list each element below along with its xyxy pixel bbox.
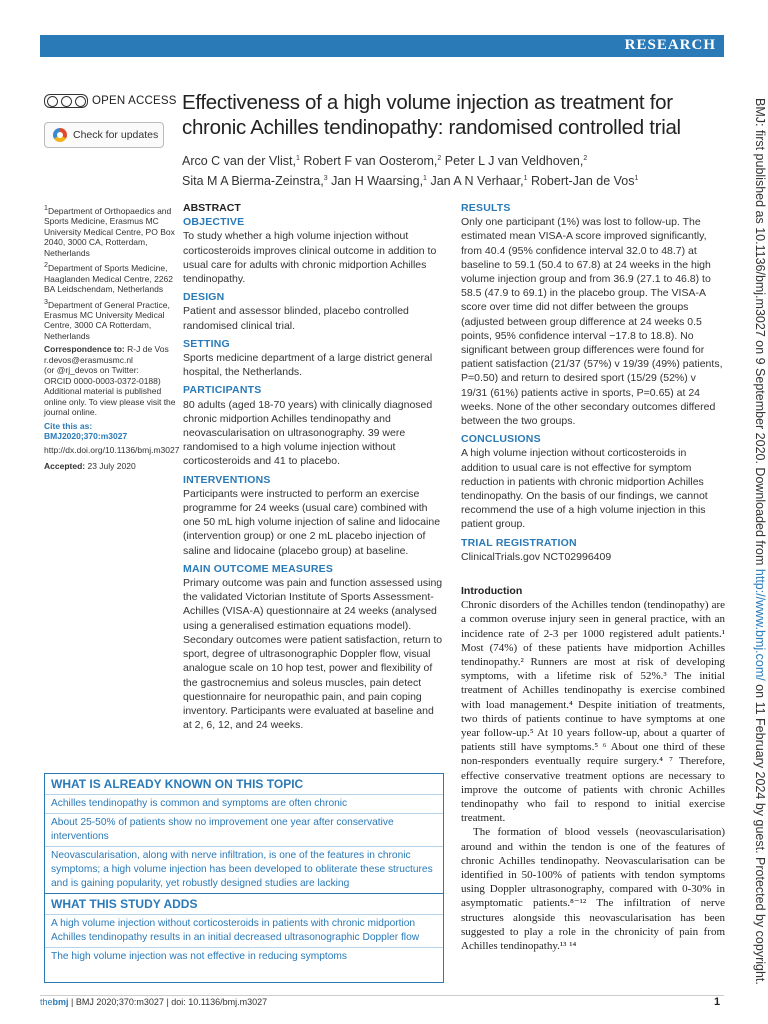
author[interactable]: Jan A N Verhaar, <box>430 174 524 189</box>
conclusions-text: A high volume injection without corticosteroids in addition to usual care is not effective for symptom reduction in patients with chronic midportion Achilles tendinopathy. On the basis of our findings, we cannot recommend the use of a high volume injection in this patient group. <box>461 447 708 531</box>
journal-logo-the: the <box>40 997 53 1007</box>
nc-circle-icon <box>75 96 86 107</box>
author[interactable]: Peter L J van Veldhoven, <box>444 154 584 169</box>
design-heading: DESIGN <box>183 291 225 304</box>
adds-item: The high volume injection was not effective in reducing symptoms <box>45 947 443 966</box>
cc-circle-icon <box>47 96 58 107</box>
intro-paragraph-2: The formation of blood vessels (neovascularisation) around and within the tendon is one of the features of chronic Achilles tendinopathy. Neovascularisation can be identified in 50-100% of patients with tendon symptoms using Doppler ultrasonography, compared with 0-30% in asymptomatic patients.⁸⁻¹² The infiltration of nerve structures alongside this neovascularisation has been suggested to play a role in the chronicity of pain from Achilles tendinopathy.¹³ ¹⁴ <box>461 826 725 953</box>
objective-text: To study whether a high volume injection without corticosteroids improves clinical outcome in addition to usual care for adults with chronic midportion Achilles tendinopathy. <box>183 230 437 286</box>
by-circle-icon <box>61 96 72 107</box>
affiliation-2: $^2$Department of Sports Medicine, Haaglanden Medical Centre, 2262 BA Leidschendam, Netherlands <box>44 261 174 295</box>
page-footer <box>40 997 267 1007</box>
footer-divider <box>40 995 724 996</box>
check-for-updates-label: Check for updates <box>73 129 159 141</box>
interventions-text: Participants were instructed to perform an exercise programme for 24 weeks (usual care) combined with one 50 mL high volume injection of saline and lidocaine (intervention group) or one 2 mL placebo injection of saline and lidocaine (placebo group) at baseline. <box>183 487 441 557</box>
correspondence: Correspondence to: R-J de Vos <box>44 344 169 355</box>
crossmark-icon <box>53 128 67 142</box>
participants-text: 80 adults (aged 18-70 years) with clinically diagnosed chronic midportion Achilles tendinopathy and neovascularisation on ultrasonography. 39 were randomised to a high volume injection without corticosteroids and 41 to placebo. <box>183 398 433 468</box>
intro-paragraph-1: Chronic disorders of the Achilles tendon (tendinopathy) are a common overuse injury seen in general practice, with an incidence rate of 2-3 per 1000 registered adult patients.¹ Most (74%) of these patients have midportion Achilles tendinopathy.² Runners are most at risk of developing symptoms, with a lifetime risk of 52%.³ The initial treatment of Achilles tendinopathy is exercise combined with load management.⁴ Despite initiation of treatments, two thirds of patients continue to have symptoms at one year follow-up.⁵ At 10 years follow-up, about a quarter of patients still have symptoms.⁵ ⁶ About one third of these non-responders eventually require surgery.⁴ ⁷ Therefore, effective conservative treatment options are necessary to improve the outcome of patients with chronic Achilles tendinopathy who fail to respond to initial exercise treatment. <box>461 599 725 825</box>
objective-heading: OBJECTIVE <box>183 216 245 229</box>
affiliations <box>44 203 180 472</box>
accepted-date: Accepted: 23 July 2020 <box>44 461 136 472</box>
affiliation-3: $^3$Department of General Practice, Erasmus MC University Medical Centre, 3000 CA Rotterdam, Netherlands <box>44 297 170 341</box>
introduction-section <box>461 584 725 953</box>
section-label: RESEARCH <box>624 37 716 53</box>
check-for-updates-button[interactable] <box>44 122 164 148</box>
copyright-margin-note <box>746 98 768 985</box>
adds-item: A high volume injection without corticosteroids in patients with chronic midportion Achilles tendinopathy results in an initial decreased ultrasonographic Doppler flow <box>45 914 443 947</box>
journal-logo-bmj: bmj <box>52 997 69 1007</box>
additional-material-note: Additional material is published online only. To view please visit the journal online. <box>44 386 176 418</box>
open-access-label: OPEN ACCESS <box>92 95 177 107</box>
cite-as: Cite this as: BMJ2020;370:m3027 <box>44 420 128 442</box>
author[interactable]: Robert-Jan de Vos <box>530 174 635 189</box>
cc-license-icon <box>44 94 88 108</box>
margin-text-after: on 11 February 2024 by guest. Protected by copyright. <box>753 684 767 985</box>
author[interactable]: Robert F van Oosterom, <box>303 154 438 169</box>
research-banner <box>40 35 724 57</box>
author[interactable]: Jan H Waarsing, <box>331 174 424 189</box>
summary-box <box>44 773 444 983</box>
interventions-heading: INTERVENTIONS <box>183 473 271 486</box>
known-item: About 25-50% of patients show no improvement one year after conservative interventions <box>45 813 443 846</box>
setting-heading: SETTING <box>183 337 230 350</box>
footer-citation: | BMJ 2020;370:m3027 | doi: 10.1136/bmj.m3027 <box>71 997 268 1007</box>
outcomes-heading: MAIN OUTCOME MEASURES <box>183 562 334 575</box>
correspondence-orcid[interactable]: ORCID 0000-0003-0372-0188) <box>44 375 161 386</box>
outcomes-text: Primary outcome was pain and function assessed using the validated Victorian Institute of Sports Assessment-Achilles (VISA-A) questionnaire at 24 weeks (analysed using a generalised estimation equations model). Secondary outcomes were patient satisfaction, return to sport, degree of ultrasonographic Doppler flow, visual analogue scale on 10 hop test, power and flexibility of the gastrocnemius and soleus muscles, pain detect questionnaire for neuropathic pain, and pain coping inventory. Participants were evaluated at baseline and at 2, 6, 12, and 24 weeks. <box>183 577 443 732</box>
known-item: Neovascularisation, along with nerve infiltration, is one of the features in chronic symptoms; a high volume injection has been developed to obliterate these structures and is gaining popularity, yet robustly designed studies are lacking <box>45 846 443 893</box>
known-item: Achilles tendinopathy is common and symptoms are often chronic <box>45 794 443 813</box>
participants-heading: PARTICIPANTS <box>183 384 262 397</box>
introduction-heading: Introduction <box>461 585 523 597</box>
open-access-badge <box>44 94 177 108</box>
page-number: 1 <box>714 996 721 1008</box>
adds-heading: WHAT THIS STUDY ADDS <box>45 893 443 914</box>
abstract-left-column <box>183 201 445 732</box>
design-text: Patient and assessor blinded, placebo controlled randomised clinical trial. <box>183 305 409 332</box>
affiliation-1: $^1$Department of Orthopaedics and Sports Medicine, Erasmus MC University Medical Centre, PO Box 2040, 3000 CA, Rotterdam, Netherlands <box>44 204 175 258</box>
margin-text-before: BMJ: first published as 10.1136/bmj.m3027 on 9 September 2020. Downloaded from <box>753 98 767 566</box>
author-list: Arco C van der Vlist,$^1$ Robert F van Oosterom,$^2$ Peter L J van Veldhoven,$^2$ Sita M A Bierma-Zeinstra,$^3$ Jan H Waarsing,$^1$ Jan A N Verhaar,$^1$ Robert-Jan de Vos$^1$ <box>182 154 639 189</box>
results-heading: RESULTS <box>461 202 511 214</box>
setting-text: Sports medicine department of a large district general hospital, the Netherlands. <box>183 352 433 379</box>
doi-link[interactable]: http://dx.doi.org/10.1136/bmj.m3027 <box>44 444 180 455</box>
author[interactable]: Arco C van der Vlist, <box>182 154 296 169</box>
registration-text[interactable]: ClinicalTrials.gov NCT02996409 <box>461 550 612 563</box>
abstract-heading: ABSTRACT <box>183 202 241 214</box>
conclusions-heading: CONCLUSIONS <box>461 433 541 446</box>
article-title: Effectiveness of a high volume injection as treatment for chronic Achilles tendinopathy: randomised controlled trial <box>182 91 681 139</box>
bmj-site-link[interactable]: http://www.bmj.com/ <box>753 568 767 681</box>
registration-heading: TRIAL REGISTRATION <box>461 536 577 549</box>
author[interactable]: Sita M A Bierma-Zeinstra, <box>182 174 324 189</box>
cite-reference[interactable]: BMJ2020;370:m3027 <box>44 431 128 442</box>
correspondence-email[interactable]: r.devos@erasmusmc.nl <box>44 354 133 365</box>
known-heading: WHAT IS ALREADY KNOWN ON THIS TOPIC <box>51 777 304 791</box>
correspondence-twitter: (or @rj_devos on Twitter: <box>44 365 139 376</box>
results-text: Only one participant (1%) was lost to follow-up. The estimated mean VISA-A score improved significantly, from 40.4 (95% confidence interval 32.0 to 48.7) at baseline to 59.1 (50.4 to 67.8) at 24 weeks in the high volume injection group and from 36.9 (27.1 to 46.8) to 58.5 (47.9 to 69.1) in the placebo group. The VISA-A score over time did not differ between the groups (adjusted between group difference at 24 weeks 0.5 points, 95% confidence interval −17.8 to 18.8). No significant between group differences were found for patient satisfaction (21/37 (57%) v 19/39 (49%) patients, P=0.50) and return to desired sport (15/29 (52%) v 19/31 (61%) patients active in sports, P=0.65) at 24 weeks. None of the other secondary outcomes differed between the two groups. <box>461 216 723 428</box>
abstract-right-column <box>461 201 725 564</box>
